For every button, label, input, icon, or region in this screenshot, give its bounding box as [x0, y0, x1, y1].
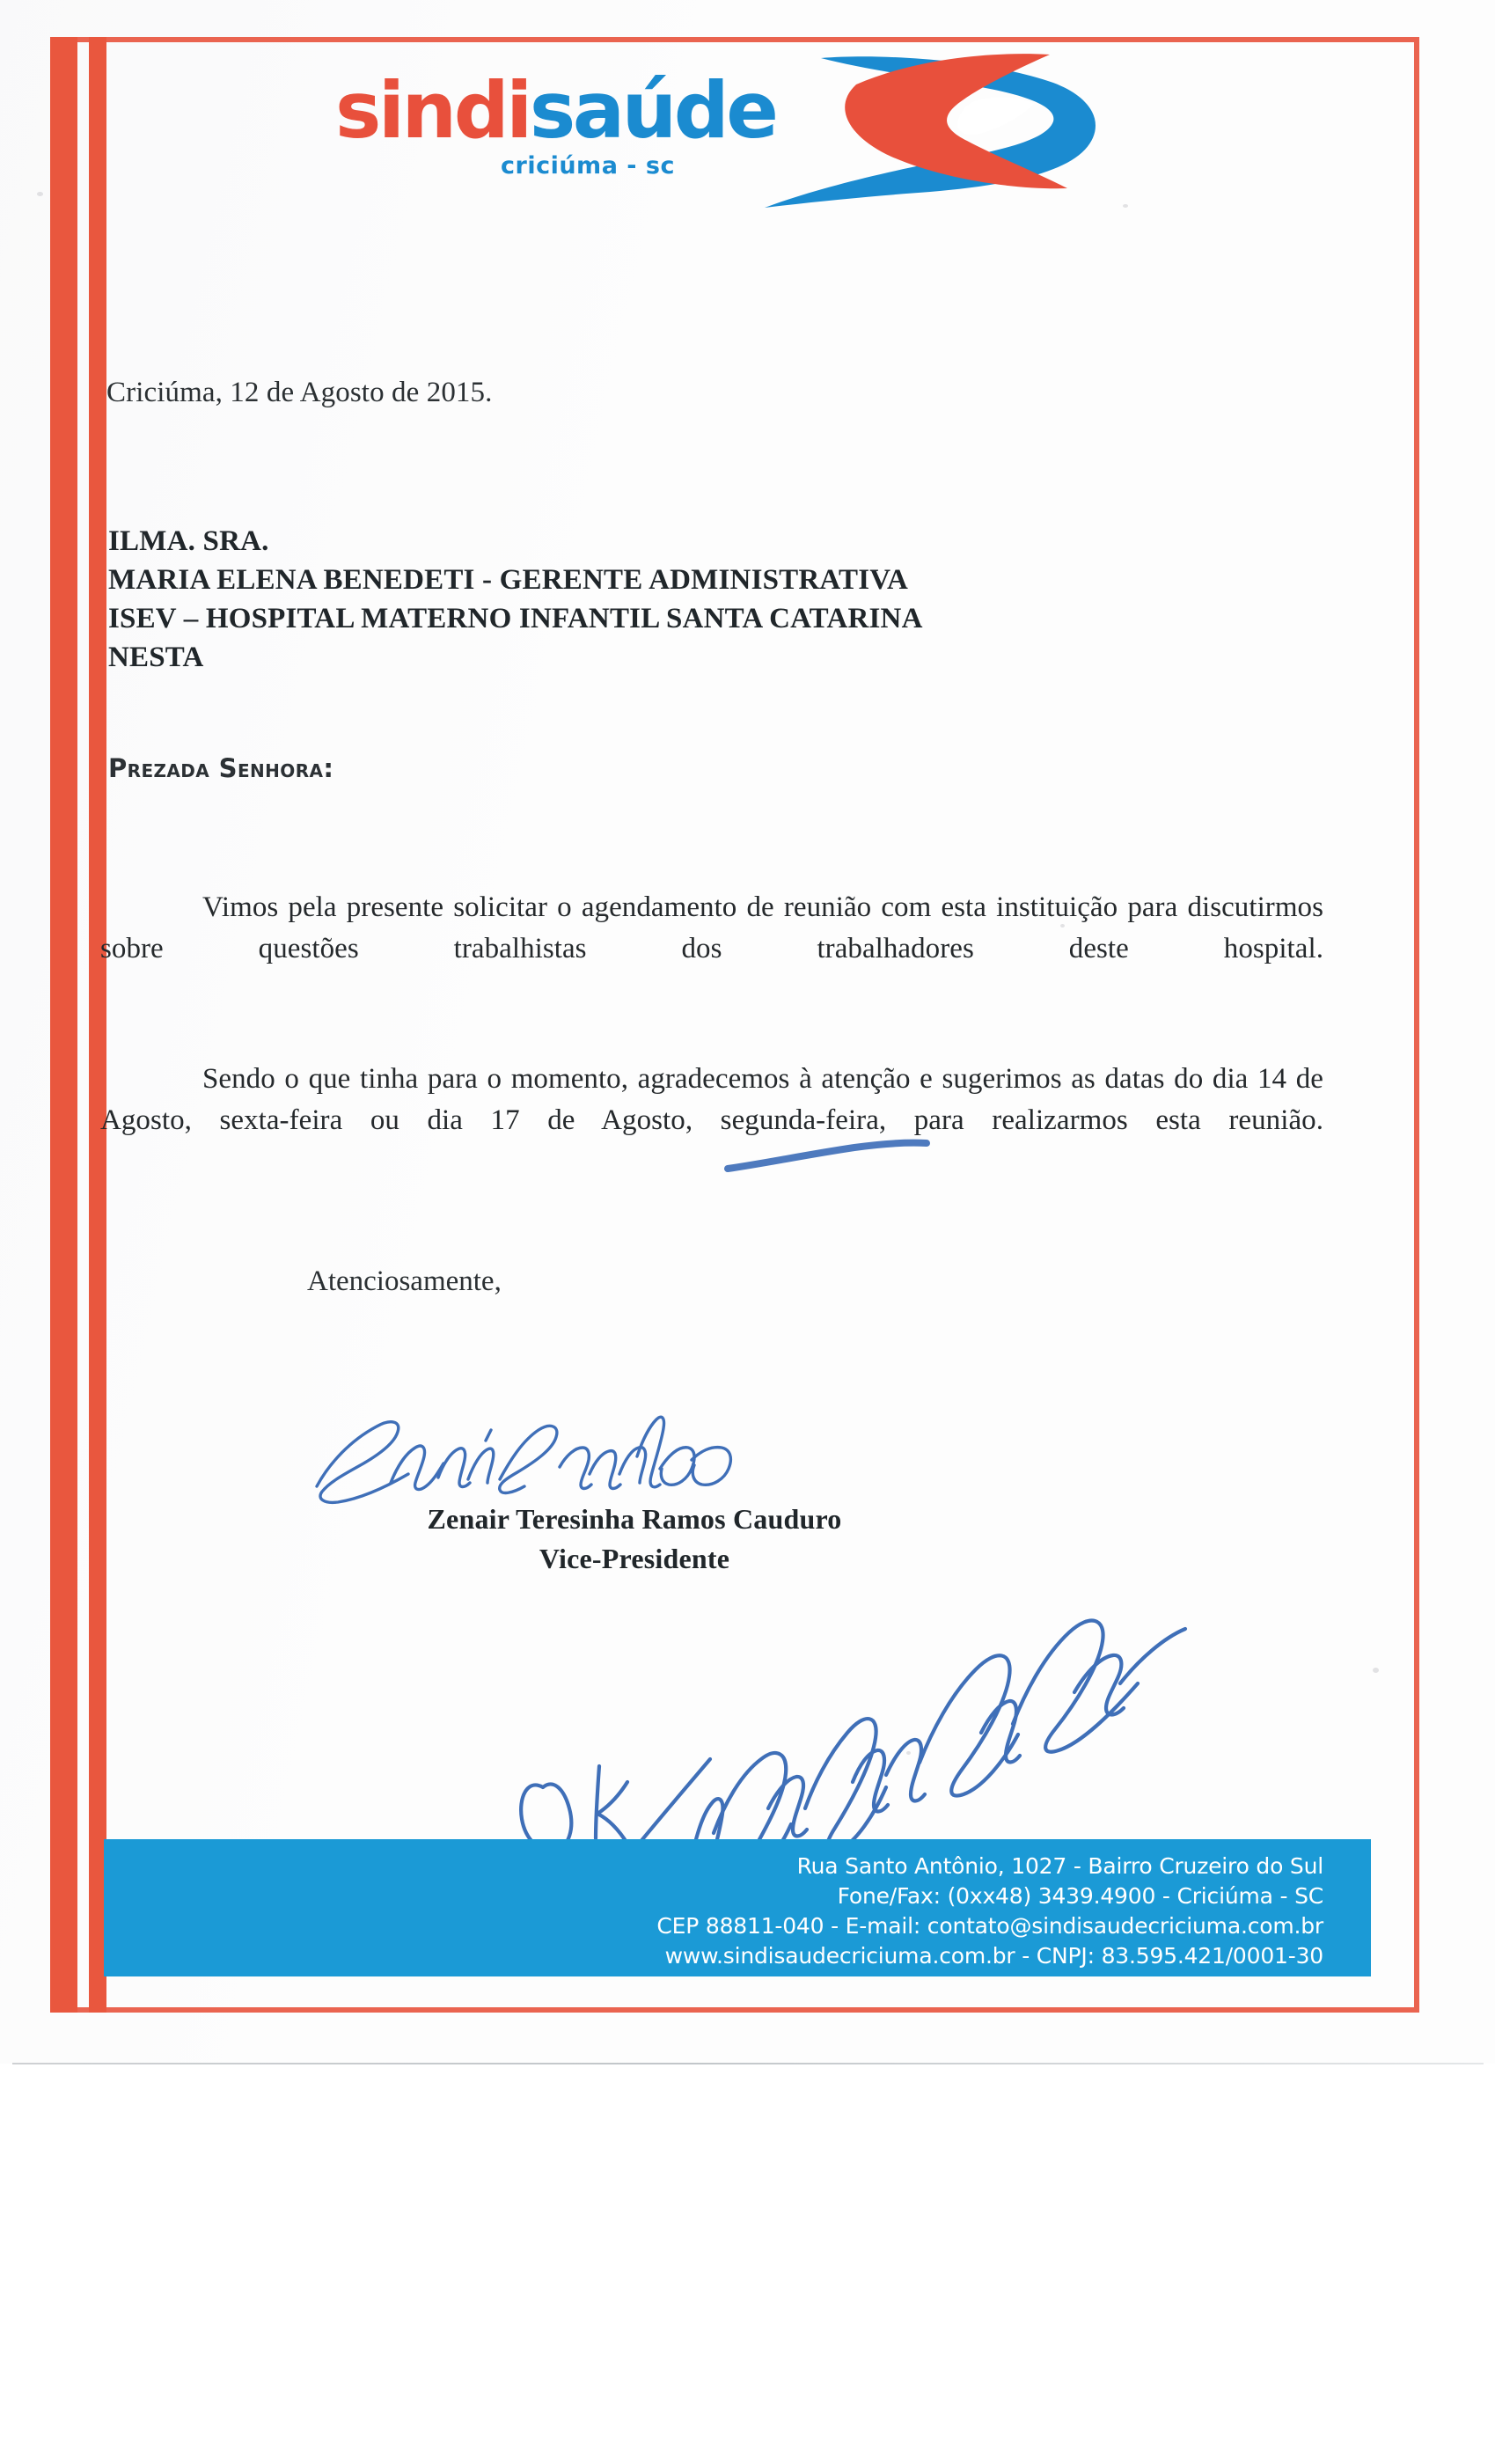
- logo-swoosh-icon: [758, 46, 1110, 213]
- handwritten-underline-mark: [722, 1139, 934, 1174]
- letter-content: [100, 42, 1414, 2007]
- left-accent-stripe-thin: [89, 37, 106, 2013]
- signer-title: Vice-Presidente: [539, 1543, 730, 1574]
- recipient-line: NESTA: [108, 642, 204, 673]
- scan-below-area: [0, 2064, 1495, 2464]
- recipient-line: ILMA. SRA.: [108, 525, 269, 557]
- footer-contact-lines: [656, 1852, 1323, 1971]
- salutation: Prezada Senhora:: [108, 753, 334, 783]
- logo-word-sindi: sindi: [335, 65, 530, 156]
- logo-subtitle: criciúma - sc: [501, 152, 675, 180]
- logo-word-saude: saúde: [529, 65, 776, 156]
- recipient-line: ISEV – HOSPITAL MATERNO INFANTIL SANTA CATARINA: [108, 603, 923, 634]
- footer-phone-line: Fone/Fax: (0xx48) 3439.4900 - Criciúma - SC: [837, 1883, 1323, 1909]
- footer-email-line: CEP 88811-040 - E-mail: contato@sindisaudecriciuma.com.br: [656, 1913, 1323, 1939]
- footer-address-line: Rua Santo Antônio, 1027 - Bairro Cruzeiro do Sul: [796, 1853, 1323, 1879]
- logo-wordmark: [335, 65, 776, 156]
- scan-speck: [37, 192, 43, 196]
- footer-website-line: www.sindisaudecriciuma.com.br - CNPJ: 83.595.421/0001-30: [664, 1943, 1323, 1969]
- border-frame-bottom: [50, 2007, 1419, 2013]
- body-paragraph-2: Sendo o que tinha para o momento, agradecemos à atenção e sugerimos as datas do dia 14 de Agosto, sexta-feira ou dia 17 de Agosto, segunda-feira, para realizarmos esta reunião.: [100, 1063, 1323, 1136]
- closing-line: Atenciosamente,: [307, 1265, 502, 1297]
- date-line: Criciúma, 12 de Agosto de 2015.: [106, 377, 493, 408]
- handwritten-signature-vice-presidente: [296, 1402, 788, 1516]
- recipient-block: [108, 522, 1252, 677]
- body-paragraph-1: Vimos pela presente solicitar o agendamento de reunião com esta instituição para discutirmos sobre questões trabalhistas dos trabalhadores deste hospital.: [100, 891, 1323, 964]
- border-frame-right: [1414, 37, 1419, 2013]
- recipient-line: MARIA ELENA BENEDETI - GERENTE ADMINISTRATIVA: [108, 564, 909, 596]
- signer-name: Zenair Teresinha Ramos Cauduro: [427, 1503, 842, 1535]
- footer-contact-bar: [104, 1839, 1371, 1976]
- left-accent-stripe-thick: [50, 37, 77, 2013]
- sindisaude-logo: [335, 51, 1250, 214]
